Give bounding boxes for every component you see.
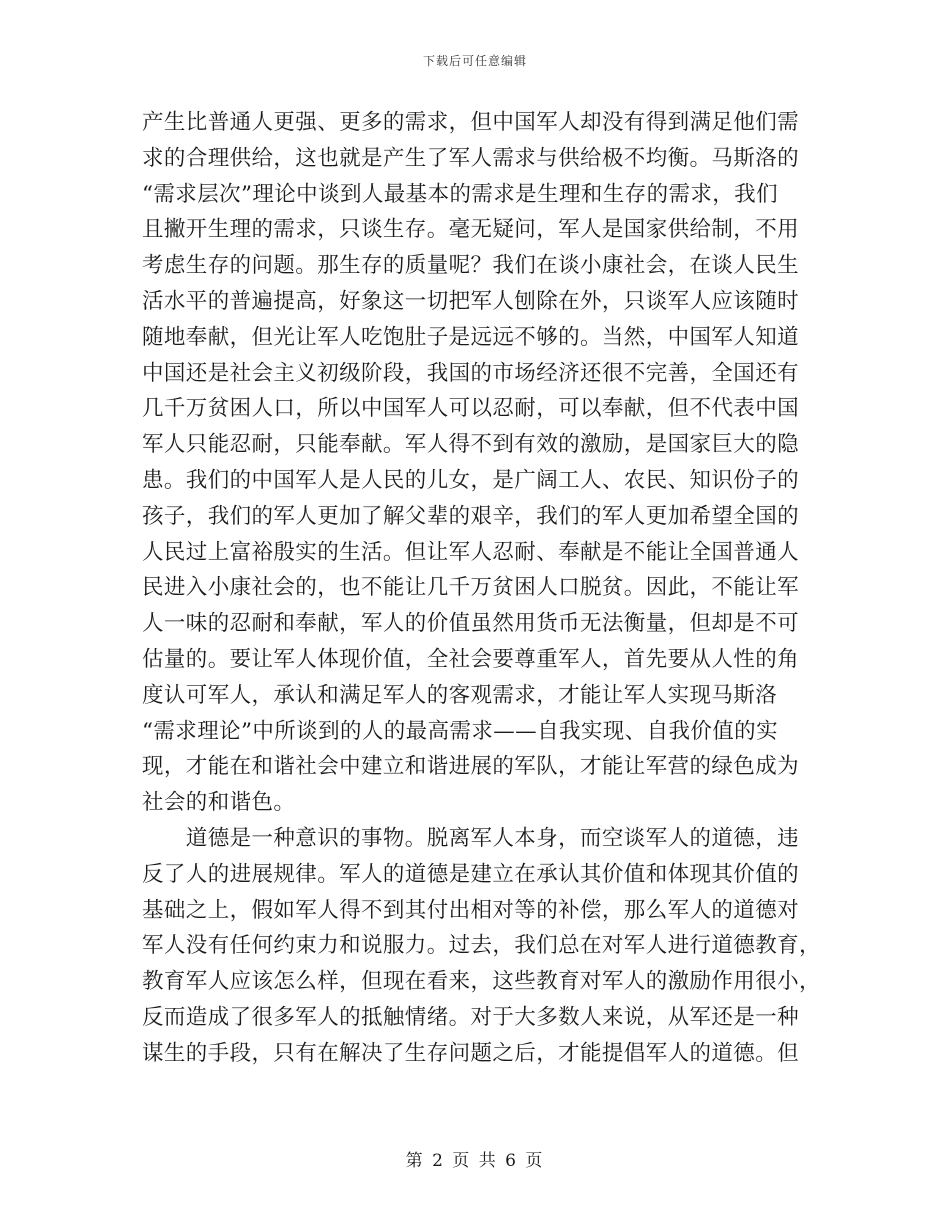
text-line: “需求理论”中所谈到的人的最高需求——自我实现、自我价值的实 [142,718,778,744]
text-line: 道德是一种意识的事物。脱离军人本身，而空谈军人的道德，违 [142,825,800,851]
footer-total-pages: 6 [505,1151,518,1171]
footer-prefix: 第 [405,1151,425,1171]
text-line: 军人只能忍耐，只能奉献。军人得不到有效的激励，是国家巨大的隐 [142,432,800,458]
page-footer [0,1146,950,1171]
body-text [142,105,821,1072]
text-line: 度认可军人，承认和满足军人的客观需求，才能让军人实现马斯洛 [142,682,778,708]
text-line: 民进入小康社会的，也不能让几千万贫困人口脱贫。因此，不能让军 [142,575,800,601]
header-note: 下载后可任意编辑 [422,54,527,68]
text-line: 基础之上，假如军人得不到其付出相对等的补偿，那么军人的道德对 [142,897,800,923]
text-line: 随地奉献，但光让军人吃饱肚子是远远不够的。当然，中国军人知道 [142,324,800,350]
text-line: 产生比普通人更强、更多的需求，但中国军人却没有得到满足他们需 [142,110,800,135]
text-line: “需求层次”理论中谈到人最基本的需求是生理和生存的需求，我们 [142,181,778,207]
text-line: 中国还是社会主义初级阶段，我国的市场经济还很不完善，全国还有 [142,360,800,386]
text-line: 考虑生存的问题。那生存的质量呢？我们在谈小康社会，在谈人民生 [142,253,800,279]
text-line: 几千万贫困人口，所以中国军人可以忍耐，可以奉献，但不代表中国 [142,396,800,422]
text-line: 且撇开生理的需求，只谈生存。毫无疑问，军人是国家供给制，不用 [142,217,800,243]
footer-middle: 页 共 [452,1151,498,1171]
text-line: 现，才能在和谐社会中建立和谐进展的军队，才能让军营的绿色成为 [142,754,800,780]
text-line: 人民过上富裕殷实的生活。但让军人忍耐、奉献是不能让全国普通人 [142,539,800,565]
text-line: 社会的和谐色。 [142,790,296,816]
text-line: 反了人的进展规律。军人的道德是建立在承认其价值和体现其价值的 [142,861,800,887]
footer-suffix: 页 [525,1151,545,1171]
text-line: 谋生的手段，只有在解决了生存问题之后，才能提倡军人的道德。但 [142,1040,800,1066]
text-line: 教育军人应该怎么样，但现在看来，这些教育对军人的激励作用很小， [142,969,821,995]
text-line: 反而造成了很多军人的抵触情绪。对于大多数人来说，从军还是一种 [142,1004,800,1030]
footer-page-number: 2 [432,1151,445,1171]
text-line: 患。我们的中国军人是人民的儿女，是广阔工人、农民、知识份子的 [142,467,800,493]
text-line: 人一味的忍耐和奉献，军人的价值虽然用货币无法衡量，但却是不可 [142,611,800,637]
text-line: 军人没有任何约束力和说服力。过去，我们总在对军人进行道德教育， [142,933,821,959]
text-line: 孩子，我们的军人更加了解父辈的艰辛，我们的军人更加希望全国的 [142,503,800,529]
text-line: 活水平的普遍提高，好象这一切把军人刨除在外，只谈军人应该随时 [142,288,800,314]
text-line: 求的合理供给，这也就是产生了军人需求与供给极不均衡。马斯洛的 [142,145,800,171]
text-line: 估量的。要让军人体现价值，全社会要尊重军人，首先要从人性的角 [142,646,800,672]
